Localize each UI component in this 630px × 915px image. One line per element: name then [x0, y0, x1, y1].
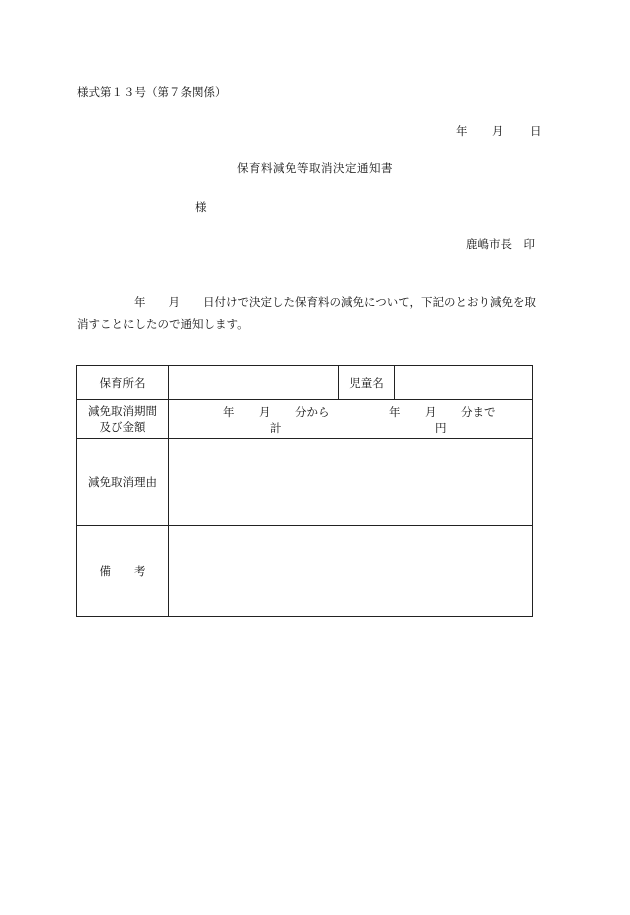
body-year-label: 年 [134, 295, 146, 309]
to-month-label: 月 [425, 405, 437, 419]
period-label-line1: 減免取消期間 [88, 404, 157, 418]
period-amount-field[interactable] [169, 400, 533, 439]
table-row [77, 400, 533, 439]
period-label-line2: 及び金額 [99, 420, 146, 434]
nursery-name-label: 保育所名 [77, 366, 169, 400]
from-suffix-label: 分から [295, 405, 330, 419]
yen-label: 円 [435, 421, 447, 435]
table-row [77, 366, 533, 400]
body-text-line2: 消すことにしたので通知します。 [77, 317, 249, 331]
remarks-label: 備 考 [77, 526, 169, 617]
child-name-label: 児童名 [339, 366, 395, 400]
details-table [76, 365, 533, 617]
from-year-label: 年 [223, 405, 235, 419]
period-amount-label [77, 400, 169, 439]
date-month-label: 月 [492, 124, 504, 138]
to-year-label: 年 [389, 405, 401, 419]
form-number: 様式第１３号（第７条関係） [77, 85, 227, 99]
reason-label: 減免取消理由 [77, 439, 169, 526]
remarks-field[interactable] [169, 526, 533, 617]
to-suffix-label: 分まで [461, 405, 496, 419]
document-title: 保育料減免等取消決定通知書 [237, 161, 393, 175]
from-month-label: 月 [259, 405, 271, 419]
date-year-label: 年 [456, 124, 468, 138]
body-month-label: 月 [168, 295, 180, 309]
reason-field[interactable] [169, 439, 533, 526]
date-day-label: 日 [530, 124, 542, 138]
child-name-field[interactable] [395, 366, 533, 400]
issuer-signature: 鹿嶋市長 印 [466, 237, 535, 251]
issue-date [456, 123, 542, 139]
addressee-suffix: 様 [195, 200, 207, 214]
body-text-line1: 日付けで決定した保育料の減免について，下記のとおり減免を取 [203, 295, 537, 309]
total-label: 計 [270, 421, 282, 435]
table-row [77, 526, 533, 617]
body-paragraph [77, 291, 557, 335]
nursery-name-field[interactable] [169, 366, 339, 400]
table-row [77, 439, 533, 526]
